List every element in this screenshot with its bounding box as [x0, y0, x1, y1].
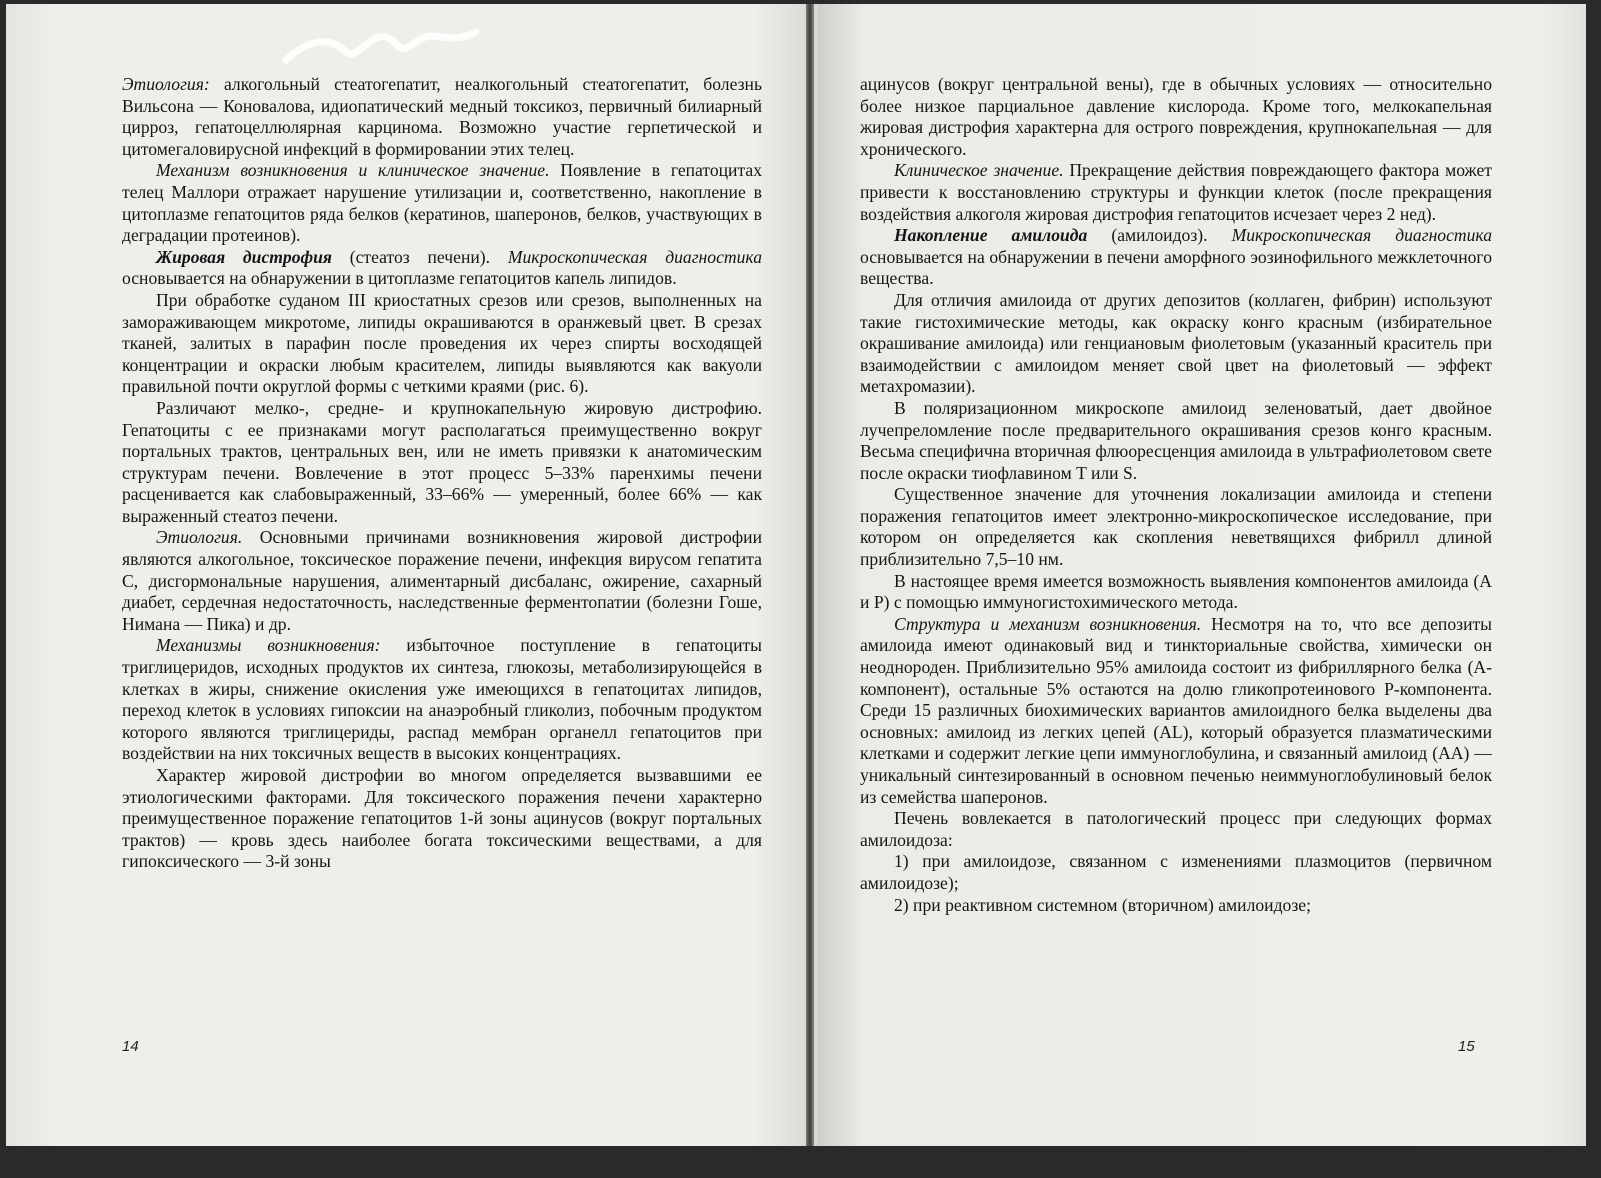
page-number: 15 [1458, 1038, 1475, 1055]
section-heading: Накопление амилоида [894, 225, 1088, 246]
paragraph: Различают мелко-, средне- и крупнокапельную жировую дистрофию. Гепатоциты с ее признаками могут располагаться преимущественно вокруг портальных трактов, центральных вен, или не иметь привязки к анатомическим структурам печени. Вовлечение в этот процесс 5–33% паренхимы печени расценивается как слабовыраженный, 33–66% — умеренный, более 66% — как выраженный стеатоз печени. [122, 397, 762, 526]
list-item: 1) при амилоидозе, связанном с изменениями плазмоцитов (первичном амилоидозе); [860, 851, 1492, 893]
book-spread [6, 4, 1586, 1146]
right-page [818, 4, 1586, 1146]
paragraph: Механизм возникновения и клиническое значение. Появление в гепатоцитах телец Маллори отражает нарушение утилизации и, соответственно, накопление в цитоплазме гепатоцитов ряда белков (кератинов, шаперонов, белков, участвующих в деградации протеинов). [122, 160, 762, 246]
handwritten-scribble [276, 12, 496, 72]
paragraph: Существенное значение для уточнения локализации амилоида и степени поражения гепатоцитов имеет электронно-микроскопическое исследование, при котором он определяется как скопления неветвящихся фибрилл длиной приблизительно 7,5–10 нм. [860, 484, 1492, 570]
paragraph: В поляризационном микроскопе амилоид зеленоватый, дает двойное лучепреломление после предварительного окрашивания срезов конго красным. Весьма специфична вторичная флюоресценция амилоида в ультрафиолетовом свете после окраски тиофлавином T или S. [860, 397, 1492, 483]
paragraph: В настоящее время имеется возможность выявления компонентов амилоида (А и Р) с помощью иммуногистохимического метода. [860, 570, 1492, 613]
left-page [6, 4, 818, 1146]
list-item: 2) при реактивном системном (вторичном) амилоидозе; [894, 894, 1311, 915]
paragraph: Характер жировой дистрофии во многом определяется вызвавшими ее этиологическими факторами. Для токсического поражения печени характерно преимущественное поражение гепатоцитов 1-й зоны ацинусов (вокруг портальных трактов) — кровь здесь наиболее богата токсическими веществами, а для гипоксического — 3-й зоны [122, 765, 762, 872]
paragraph: Этиология. Основными причинами возникновения жировой дистрофии являются алкогольное, токсическое поражение печени, инфекция вирусом гепатита С, дисгормональные нарушения, алиментарный дисбаланс, ожирение, сахарный диабет, сердечная недостаточность, наследственные ферментопатии (болезни Гоше, Нимана — Пика) и др. [122, 527, 762, 634]
page-number: 14 [122, 1038, 139, 1055]
section-paragraph: Накопление амилоида (амилоидоз). Микроскопическая диагностика основывается на обнаружении в печени аморфного эозинофильного межклеточного вещества. [860, 225, 1493, 289]
paragraph: Механизмы возникновения: избыточное поступление в гепатоциты триглицеридов, исходных продуктов их синтеза, глюкозы, метаболизирующейся в клетках в жиры, снижение окисления уже имеющихся в гепатоцитах липидов, переход клеток в условиях гипоксии на анаэробный гликолиз, побочным продуктом которого являются триглицериды, распад мембран органелл гепатоцитов при воздействии на них токсичных веществ в высоких концентрациях. [122, 635, 762, 764]
paragraph: Печень вовлекается в патологический процесс при следующих формах амилоидоза: [860, 808, 1492, 850]
section-paragraph: Жировая дистрофия (стеатоз печени). Микроскопическая диагностика основывается на обнаружении в цитоплазме гепатоцитов капель липидов. [122, 246, 762, 289]
paragraph: При обработке суданом III криостатных срезов или срезов, выполненных на замораживающем микротоме, липиды окрашиваются в оранжевый цвет. В срезах тканей, залитых в парафин после проведения их через спирты восходящей концентрации и окраски любым красителем, липиды выявляются как вакуоли правильной почти округлой формы с четкими краями (рис. 6). [122, 289, 762, 397]
left-page-text [122, 74, 762, 873]
paragraph: ацинусов (вокруг центральной вены), где в обычных условиях — относительно более низкое парциальное давление кислорода. Кроме того, мелкокапельная жировая дистрофия характерна для острого повреждения, крупнокапельная — для хронического. [860, 74, 1492, 159]
paragraph: Структура и механизм возникновения. Несмотря на то, что все депозиты амилоида имеют одинаковый вид и тинкториальные свойства, химически он неоднороден. Приблизительно 95% амилоида состоит из фибриллярного белка (А-компонент), остальные 5% остаются на долю гликопротеинового Р-компонента. Среди 15 различных биохимических вариантов амилоидного белка выделены два основных: амилоид из легких цепей (AL), который образуется плазматическими клетками и содержит легкие цепи иммуноглобулина, и связанный амилоид (АА) — уникальный синтезированный в основном печенью неиммуноглобулиновый белок из семейства шаперонов. [860, 613, 1492, 807]
paragraph: Этиология: алкогольный стеатогепатит, неалкогольный стеатогепатит, болезнь Вильсона — Коновалова, идиопатический медный токсикоз, первичный билиарный цирроз, гепатоцеллюлярная карцинома. Возможно участие герпетической и цитомегаловирусной инфекций в формировании этих телец. [122, 74, 762, 159]
book-gutter [806, 4, 814, 1146]
paragraph: Клиническое значение. Прекращение действия повреждающего фактора может привести к восстановлению структуры и функции клеток (после прекращения воздействия алкоголя жировая дистрофия гепатоцитов исчезает через 2 нед). [860, 160, 1492, 224]
right-page-text [860, 74, 1492, 916]
paragraph: Для отличия амилоида от других депозитов (коллаген, фибрин) используют такие гистохимические методы, как окраску конго красным (избирательное окрашивание амилоида) или генциановым фиолетовым (указанный краситель при взаимодействии с амилоидом меняет свой цвет на фиолетовый — эффект метахромазии). [860, 289, 1492, 397]
section-heading: Жировая дистрофия [156, 246, 332, 267]
